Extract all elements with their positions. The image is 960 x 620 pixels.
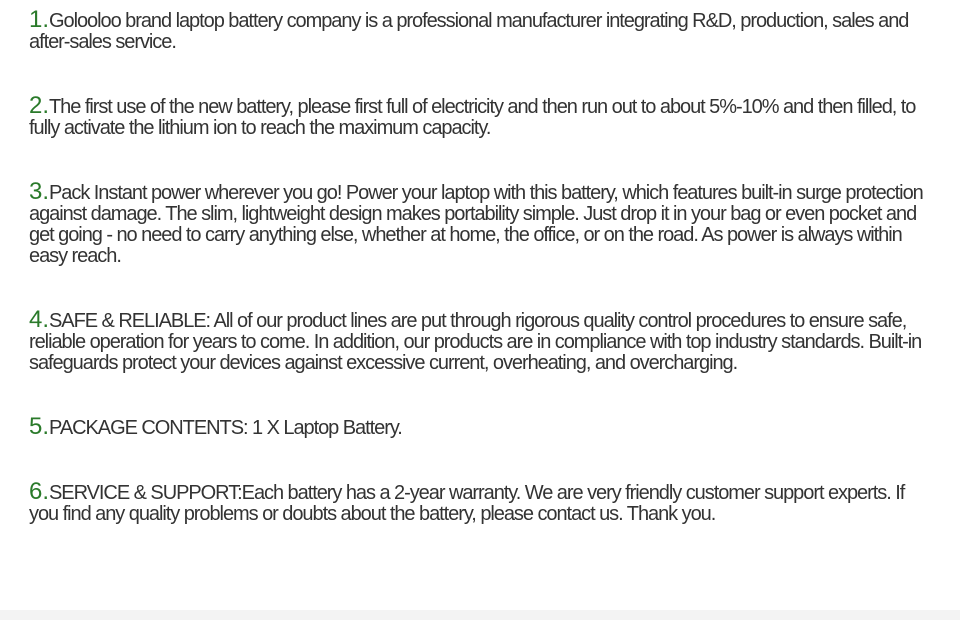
- item-text: SAFE & RELIABLE: All of our product lines are put through rigorous quality control procedures to ensure safe, reliable operation for years to come. In addition, our products are in compliance with top industry standards. Built-in safeguards protect your devices against excessive current, overheating, and overcharging.: [29, 310, 922, 374]
- item-number: 5.: [29, 413, 50, 440]
- feature-item: [29, 178, 934, 267]
- feature-list: [29, 6, 934, 567]
- feature-item: [29, 413, 934, 440]
- feature-item: [29, 478, 934, 525]
- item-number: 2.: [29, 92, 50, 119]
- item-text: Pack Instant power wherever you go! Power your laptop with this battery, which features built-in surge protection against damage. The slim, lightweight design makes portability simple. Just drop it in your bag or even pocket and get going - no need to carry anything else, whether at home, the office, or on the road. As power is always within easy reach.: [29, 182, 923, 267]
- item-text: The first use of the new battery, please first full of electricity and then run out to about 5%-10% and then filled, to fully activate the lithium ion to reach the maximum capacity.: [29, 96, 916, 139]
- item-text: SERVICE & SUPPORT:Each battery has a 2-year warranty. We are very friendly customer support experts. If you find any quality problems or doubts about the battery, please contact us. Thank you.: [29, 482, 905, 525]
- item-number: 4.: [29, 306, 50, 333]
- item-text: Golooloo brand laptop battery company is a professional manufacturer integrating R&D, production, sales and after-sales service.: [29, 10, 909, 53]
- item-number: 3.: [29, 178, 50, 205]
- feature-item: [29, 92, 934, 139]
- feature-item: [29, 306, 934, 374]
- item-text: PACKAGE CONTENTS: 1 X Laptop Battery.: [49, 417, 402, 439]
- feature-item: [29, 6, 934, 53]
- footer-divider: [0, 610, 960, 620]
- item-number: 1.: [29, 6, 50, 33]
- item-number: 6.: [29, 478, 50, 505]
